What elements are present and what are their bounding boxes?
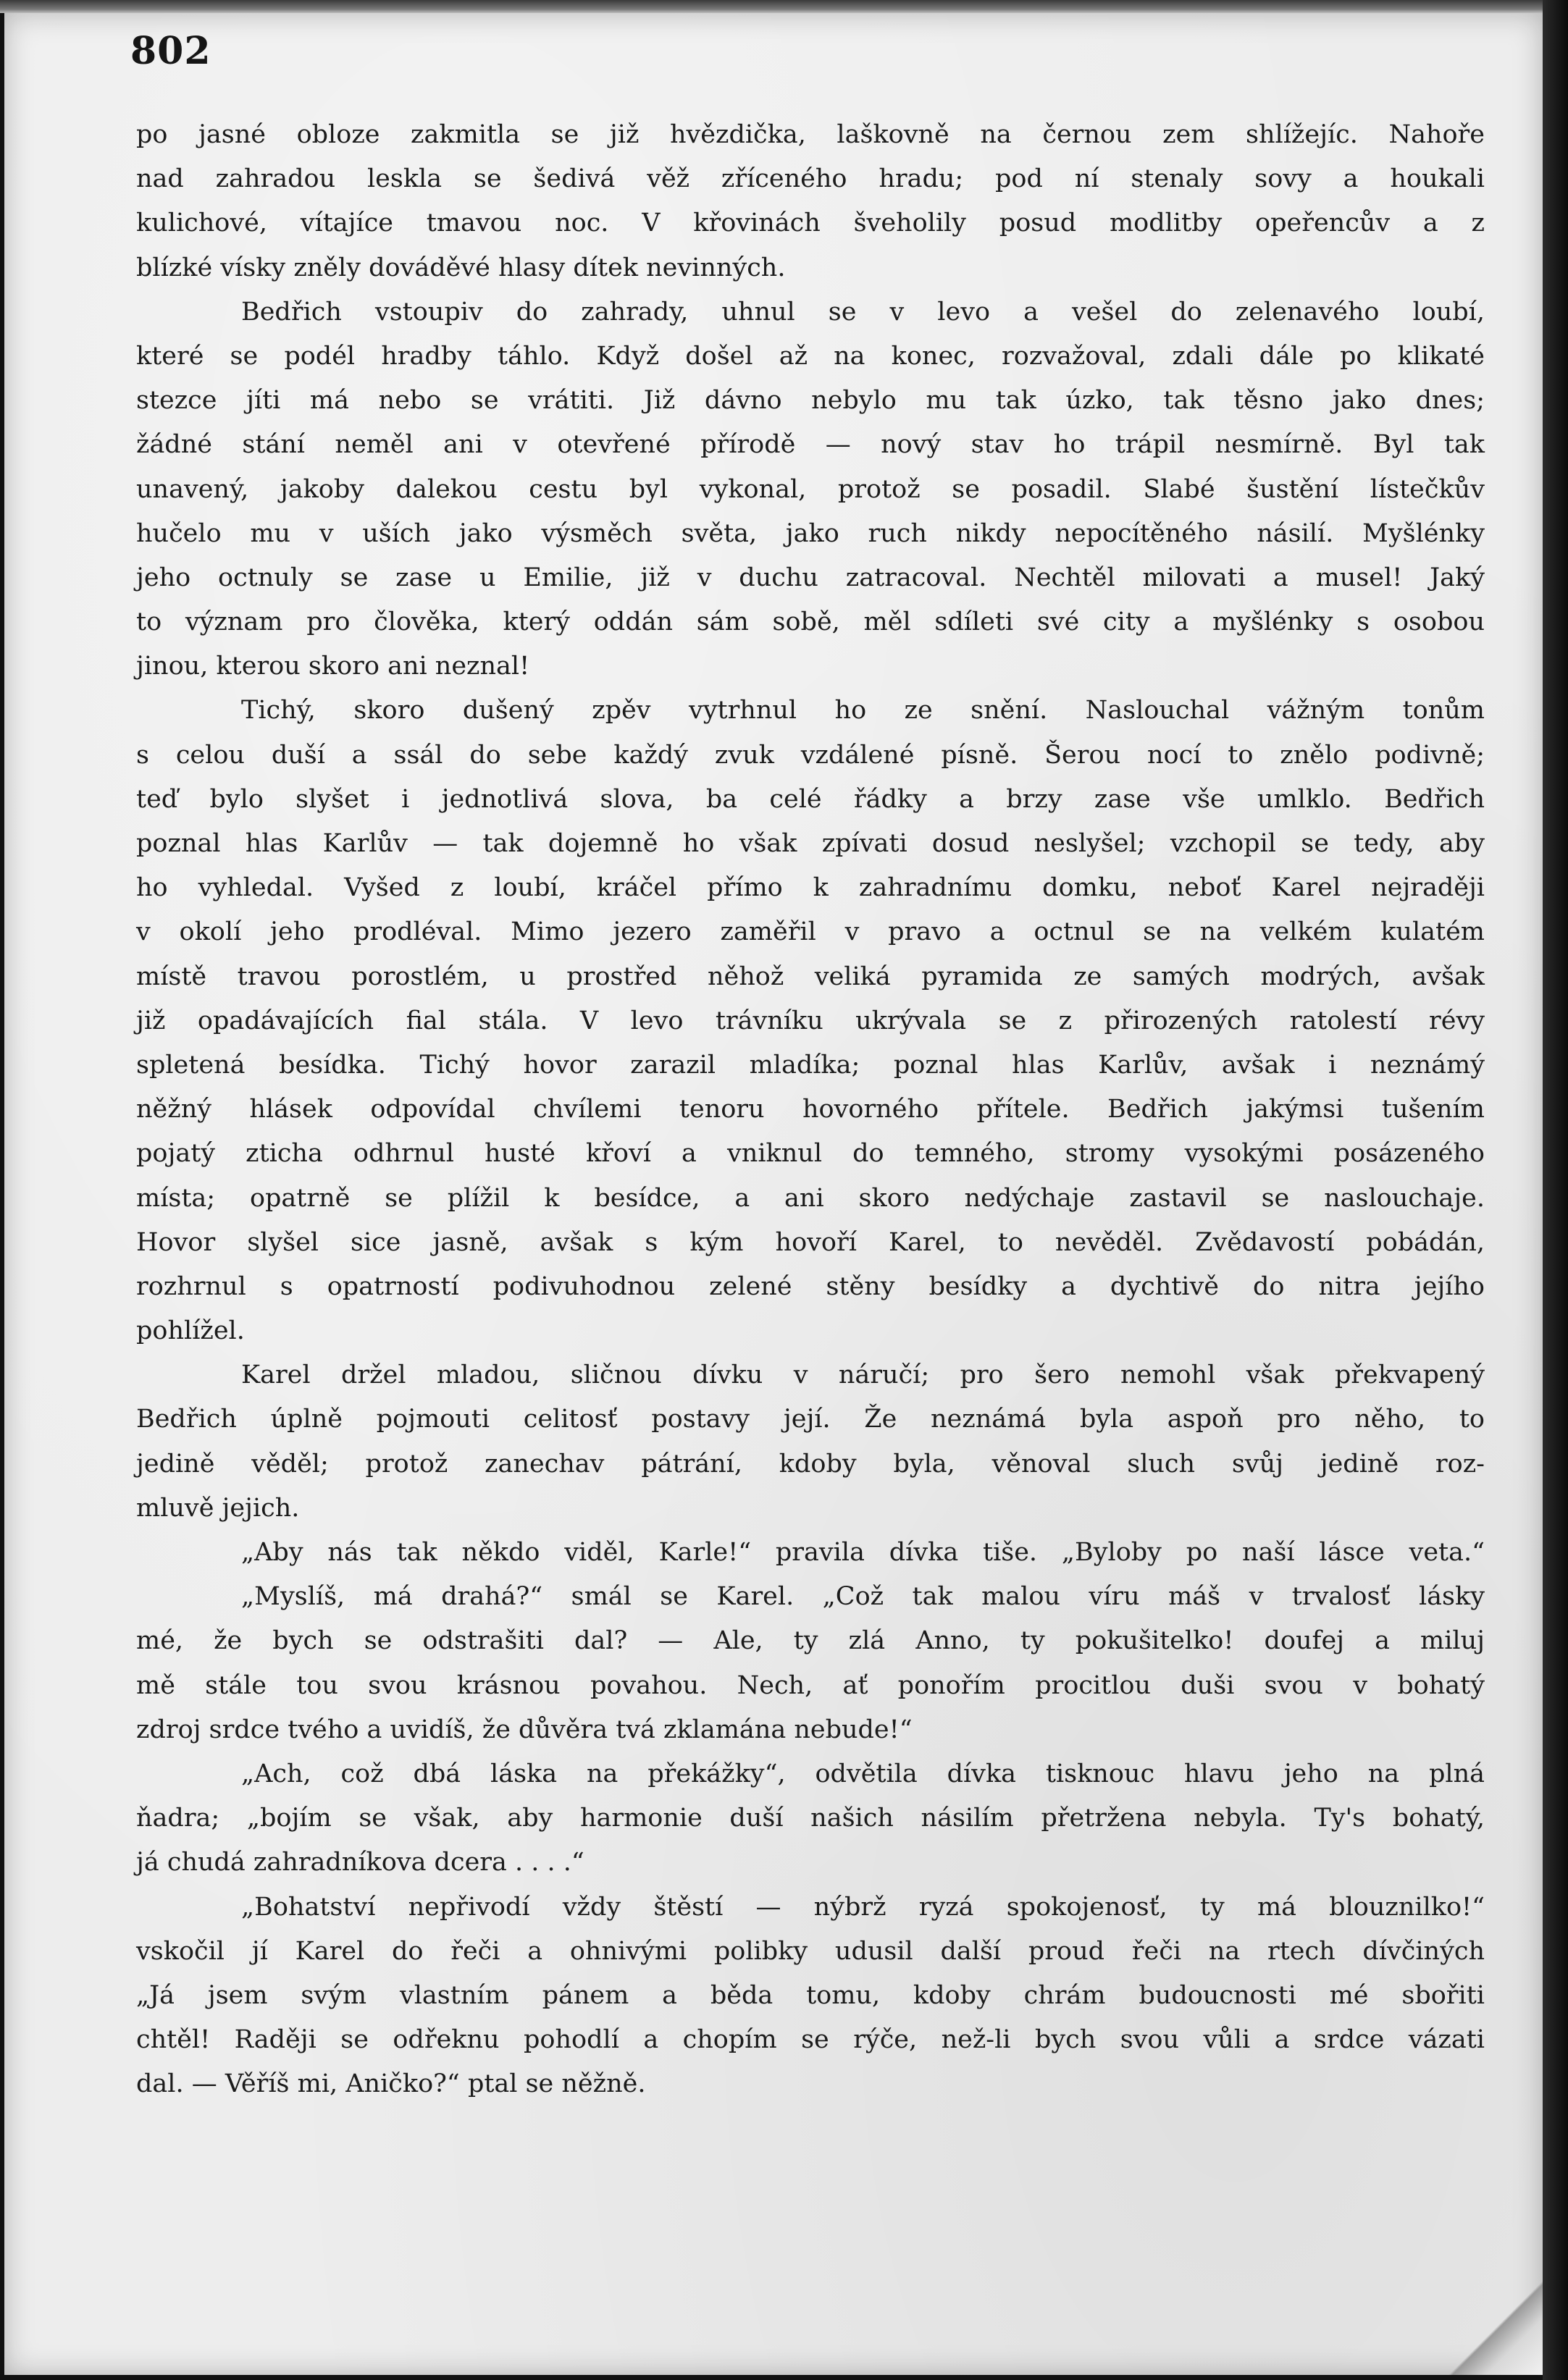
text-line: jedině věděl; protož zanechav pátrání, kdoby byla, věnoval sluch svůj jedině roz- [136, 1449, 1485, 1479]
text-line: stezce jíti má nebo se vrátiti. Již dávno nebylo mu tak úzko, tak těsno jako dnes; [136, 386, 1485, 416]
paragraph-start-line: Karel držel mladou, sličnou dívku v náručí; pro šero nemohl však překvapený [241, 1361, 1485, 1390]
text-line: poznal hlas Karlův — tak dojemně ho však zpívati dosud neslyšel; vzchopil se tedy, aby [136, 829, 1485, 858]
text-line: ho vyhledal. Vyšed z loubí, kráčel přímo k zahradnímu domku, neboť Karel nejraději [136, 873, 1485, 903]
text-line: mě stále tou svou krásnou povahou. Nech, ať ponořím procitlou duši svou v bohatý [136, 1670, 1485, 1700]
paragraph-start-line: „Aby nás tak někdo viděl, Karle!“ pravila dívka tiše. „Byloby po naší lásce veta.“ [241, 1538, 1485, 1567]
page-corner-curl [1448, 2281, 1543, 2375]
text-line: rozhrnul s opatrností podivuhodnou zelené stěny besídky a dychtivě do nitra jejího [136, 1271, 1485, 1301]
body-text [136, 113, 1485, 2106]
text-line: teď bylo slyšet i jednotlivá slova, ba celé řádky a brzy zase vše umlklo. Bedřich [136, 784, 1485, 814]
text-line: já chudá zahradníkova dcera . . . .“ [136, 1848, 584, 1877]
text-line: spletená besídka. Tichý hovor zarazil mladíka; poznal hlas Karlův, avšak i neznámý [136, 1050, 1485, 1080]
text-line: Bedřich úplně pojmouti celitosť postavy její. Že neznámá byla aspoň pro něho, to [136, 1405, 1485, 1434]
text-line: zdroj srdce tvého a uvidíš, že důvěra tvá zklamána nebude!“ [136, 1715, 913, 1744]
text-line: v okolí jeho prodléval. Mimo jezero zaměřil v pravo a octnul se na velkém kulatém [136, 917, 1485, 947]
text-line: jeho octnuly se zase u Emilie, již v duchu zatracoval. Nechtěl milovati a musel! Jaký [136, 563, 1485, 592]
page-top-edge [0, 0, 1568, 13]
text-line: dal. — Věříš mi, Aničko?“ ptal se něžně. [136, 2069, 646, 2099]
text-line: mé, že bych se odstrašiti dal? — Ale, ty zlá Anno, ty pokušitelko! doufej a miluj [136, 1626, 1485, 1656]
text-line: to význam pro člověka, který oddán sám sobě, měl sdíleti své city a myšlénky s osobou [136, 607, 1485, 637]
text-line: pojatý zticha odhrnul husté křoví a vniknul do temného, stromy vysokými posázeného [136, 1139, 1485, 1169]
text-line: hučelo mu v uších jako výsměch světa, jako ruch nikdy nepocítěného násilí. Myšlénky [136, 518, 1485, 548]
text-line: unavený, jakoby dalekou cestu byl vykonal, protož se posadil. Slabé šustění lístečkův [136, 474, 1485, 504]
text-line: mluvě jejich. [136, 1493, 300, 1523]
text-line: již opadávajících fial stála. V levo trávníku ukrývala se z přirozených ratolestí révy [136, 1006, 1485, 1035]
text-line: „Já jsem svým vlastním pánem a běda tomu, kdoby chrám budoucnosti mé sbořiti [136, 1980, 1485, 2010]
text-line: místě travou porostlém, u prostřed něhož veliká pyramida ze samých modrých, avšak [136, 962, 1485, 991]
text-line: žádné stání neměl ani v otevřené přírodě — nový stav ho trápil nesmírně. Byl tak [136, 430, 1485, 460]
text-line: které se podél hradby táhlo. Když došel až na konec, rozvažoval, zdali dále po klikaté [136, 341, 1485, 371]
text-line: Hovor slyšel sice jasně, avšak s kým hovoří Karel, to nevěděl. Zvědavostí pobádán, [136, 1227, 1485, 1257]
text-line: ňadra; „bojím se však, aby harmonie duší našich násilím přetržena nebyla. Ty's bohatý, [136, 1804, 1485, 1833]
paragraph-start-line: „Bohatství nepřivodí vždy štěstí — nýbrž ryzá spokojenosť, ty má blouznilko!“ [241, 1892, 1485, 1922]
page-number: 802 [130, 29, 211, 73]
page-right-edge [1543, 0, 1568, 2380]
text-line: jinou, kterou skoro ani neznal! [136, 652, 530, 681]
text-line: blízké vísky zněly dováděvé hlasy dítek nevinných. [136, 253, 786, 282]
text-line: něžný hlásek odpovídal chvílemi tenoru hovorného přítele. Bedřich jakýmsi tušením [136, 1095, 1485, 1124]
text-line: místa; opatrně se plížil k besídce, a ani skoro nedýchaje zastavil se naslouchaje. [136, 1183, 1485, 1213]
text-line: kulichové, vítajíce tmavou noc. V křovinách šveholily posud modlitby opeřencův a z [136, 209, 1485, 238]
text-line: vskočil jí Karel do řeči a ohnivými polibky udusil další proud řeči na rtech dívčiných [136, 1936, 1485, 1966]
text-line: pohlížel. [136, 1316, 245, 1346]
text-line: s celou duší a ssál do sebe každý zvuk vzdálené písně. Šerou nocí to znělo podivně; [136, 740, 1485, 770]
paragraph-start-line: „Ach, což dbá láska na překážky“, odvětila dívka tisknouc hlavu jeho na plná [241, 1759, 1485, 1788]
paragraph-start-line: Bedřich vstoupiv do zahrady, uhnul se v levo a vešel do zelenavého loubí, [241, 297, 1485, 327]
paragraph-start-line: „Myslíš, má drahá?“ smál se Karel. „Což tak malou víru máš v trvalosť lásky [241, 1582, 1485, 1612]
paragraph-start-line: Tichý, skoro dušený zpěv vytrhnul ho ze snění. Naslouchal vážným tonům [241, 696, 1485, 726]
text-line: nad zahradou leskla se šedivá věž zříceného hradu; pod ní stenaly sovy a houkali [136, 164, 1485, 194]
text-line: po jasné obloze zakmitla se již hvězdička, laškovně na černou zem shlížejíc. Nahoře [136, 120, 1485, 149]
text-line: chtěl! Raději se odřeknu pohodlí a chopím se rýče, než-li bych svou vůli a srdce vázati [136, 2025, 1485, 2055]
